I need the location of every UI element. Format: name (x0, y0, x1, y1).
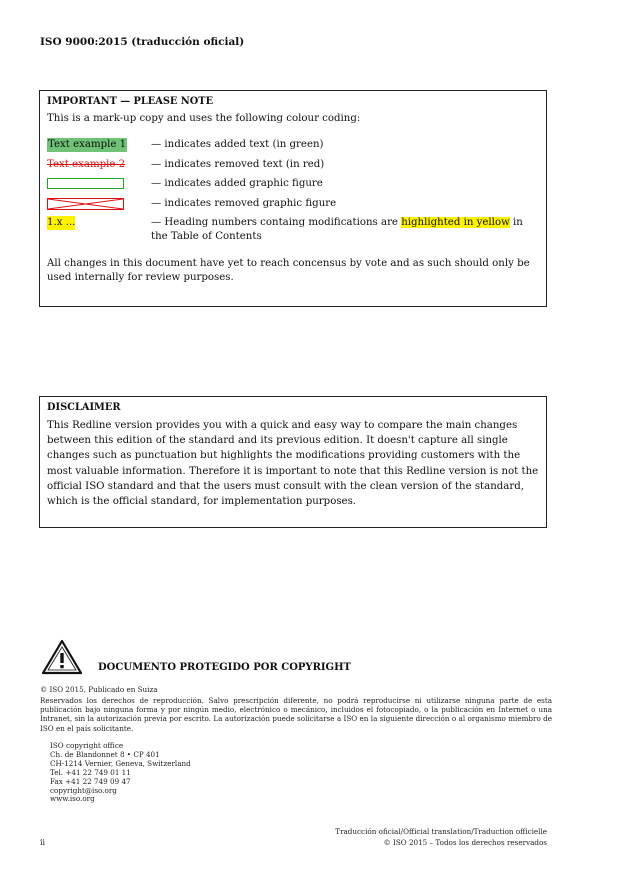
legend-row-added-text (47, 136, 539, 156)
legend-description: — indicates added graphic figure (151, 178, 323, 189)
disclaimer-title: DISCLAIMER (47, 402, 121, 413)
legend-row-removed-text (47, 156, 539, 176)
page-number: ii (40, 838, 46, 847)
address-line: Tel. +41 22 749 01 11 (50, 767, 131, 777)
copyright-address (50, 742, 191, 804)
document-header-title: ISO 9000:2015 (traducción oficial) (40, 36, 245, 48)
disclaimer-body: This Redline version provides you with a quick and easy way to compare the main changes between this edition of the standard and its previous edition. It doesn't capture all single changes such as punctuation but highlights the modifications providing customers with the most valuable information. Therefore it is important to note that this Redline version is not the official ISO standard and that the users must consult with the clean version of the standard, which is the official standard, for implementation purposes. (47, 420, 539, 508)
warning-icon (40, 638, 84, 676)
legend-description: — indicates removed text (in red) (151, 158, 325, 170)
legend-description-part: — Heading numbers containg modifications are (151, 217, 402, 228)
copyright-title: DOCUMENTO PROTEGIDO POR COPYRIGHT (98, 662, 351, 673)
footer-copyright-line: © ISO 2015 – Todos los derechos reservados (383, 838, 547, 847)
website-link[interactable]: www.iso.org (50, 794, 95, 804)
added-figure-swatch (47, 178, 124, 189)
important-note-box (39, 90, 547, 307)
removed-figure-swatch (47, 198, 124, 210)
address-line: Fax +41 22 749 09 47 (50, 776, 131, 786)
legend-description: — indicates added text (in green) (151, 139, 324, 150)
heading-number-example: 1.x ... (47, 217, 76, 228)
address-line: ISO copyright office (50, 741, 124, 750)
legend-description (151, 216, 536, 244)
important-note-intro: This is a mark-up copy and uses the following colour coding: (47, 113, 361, 124)
removed-text-example: Text example 2 (47, 158, 126, 170)
legend-description: — indicates removed graphic figure (151, 197, 337, 209)
copyright-line: © ISO 2015, Publicado en Suiza (40, 685, 158, 694)
highlighted-phrase: highlighted in yellow (401, 217, 510, 228)
legend-row-added-figure (47, 175, 539, 195)
disclaimer-box (39, 396, 547, 528)
cross-icon (48, 199, 123, 209)
email-link[interactable]: copyright@iso.org (50, 785, 117, 795)
important-note-title: IMPORTANT — PLEASE NOTE (47, 96, 214, 107)
legend-row-removed-figure (47, 195, 539, 215)
legend-description-part: in the Table of Contents (151, 217, 523, 242)
important-note-outro: All changes in this document have yet to reach concensus by vote and as such should only be used internally for review purposes. (47, 258, 530, 283)
added-text-example: Text example 1 (48, 139, 127, 150)
footer (335, 826, 547, 848)
address-line: Ch. de Blandonnet 8 • CP 401 (50, 749, 160, 759)
legend-row-heading-numbers (47, 214, 539, 252)
footer-translation-line: Traducción oficial/Official translation/Traduction officielle (335, 827, 547, 836)
copyright-paragraph: Reservados los derechos de reproducción. Salvo prescripción diferente, no podrá reproducirse ni utilizarse ninguna parte de esta publicación bajo ninguna forma y por ningún medio, electrónico o mecánico, incluidos el fotocopiado, o la publicación en Internet o una Intranet, sin la autorización previa por escrito. La autorización puede solicitarse a ISO en la siguiente dirección o al organismo miembro de ISO en el país solicitante. (40, 696, 552, 733)
address-line: CH-1214 Vernier, Geneva, Switzerland (50, 758, 191, 768)
